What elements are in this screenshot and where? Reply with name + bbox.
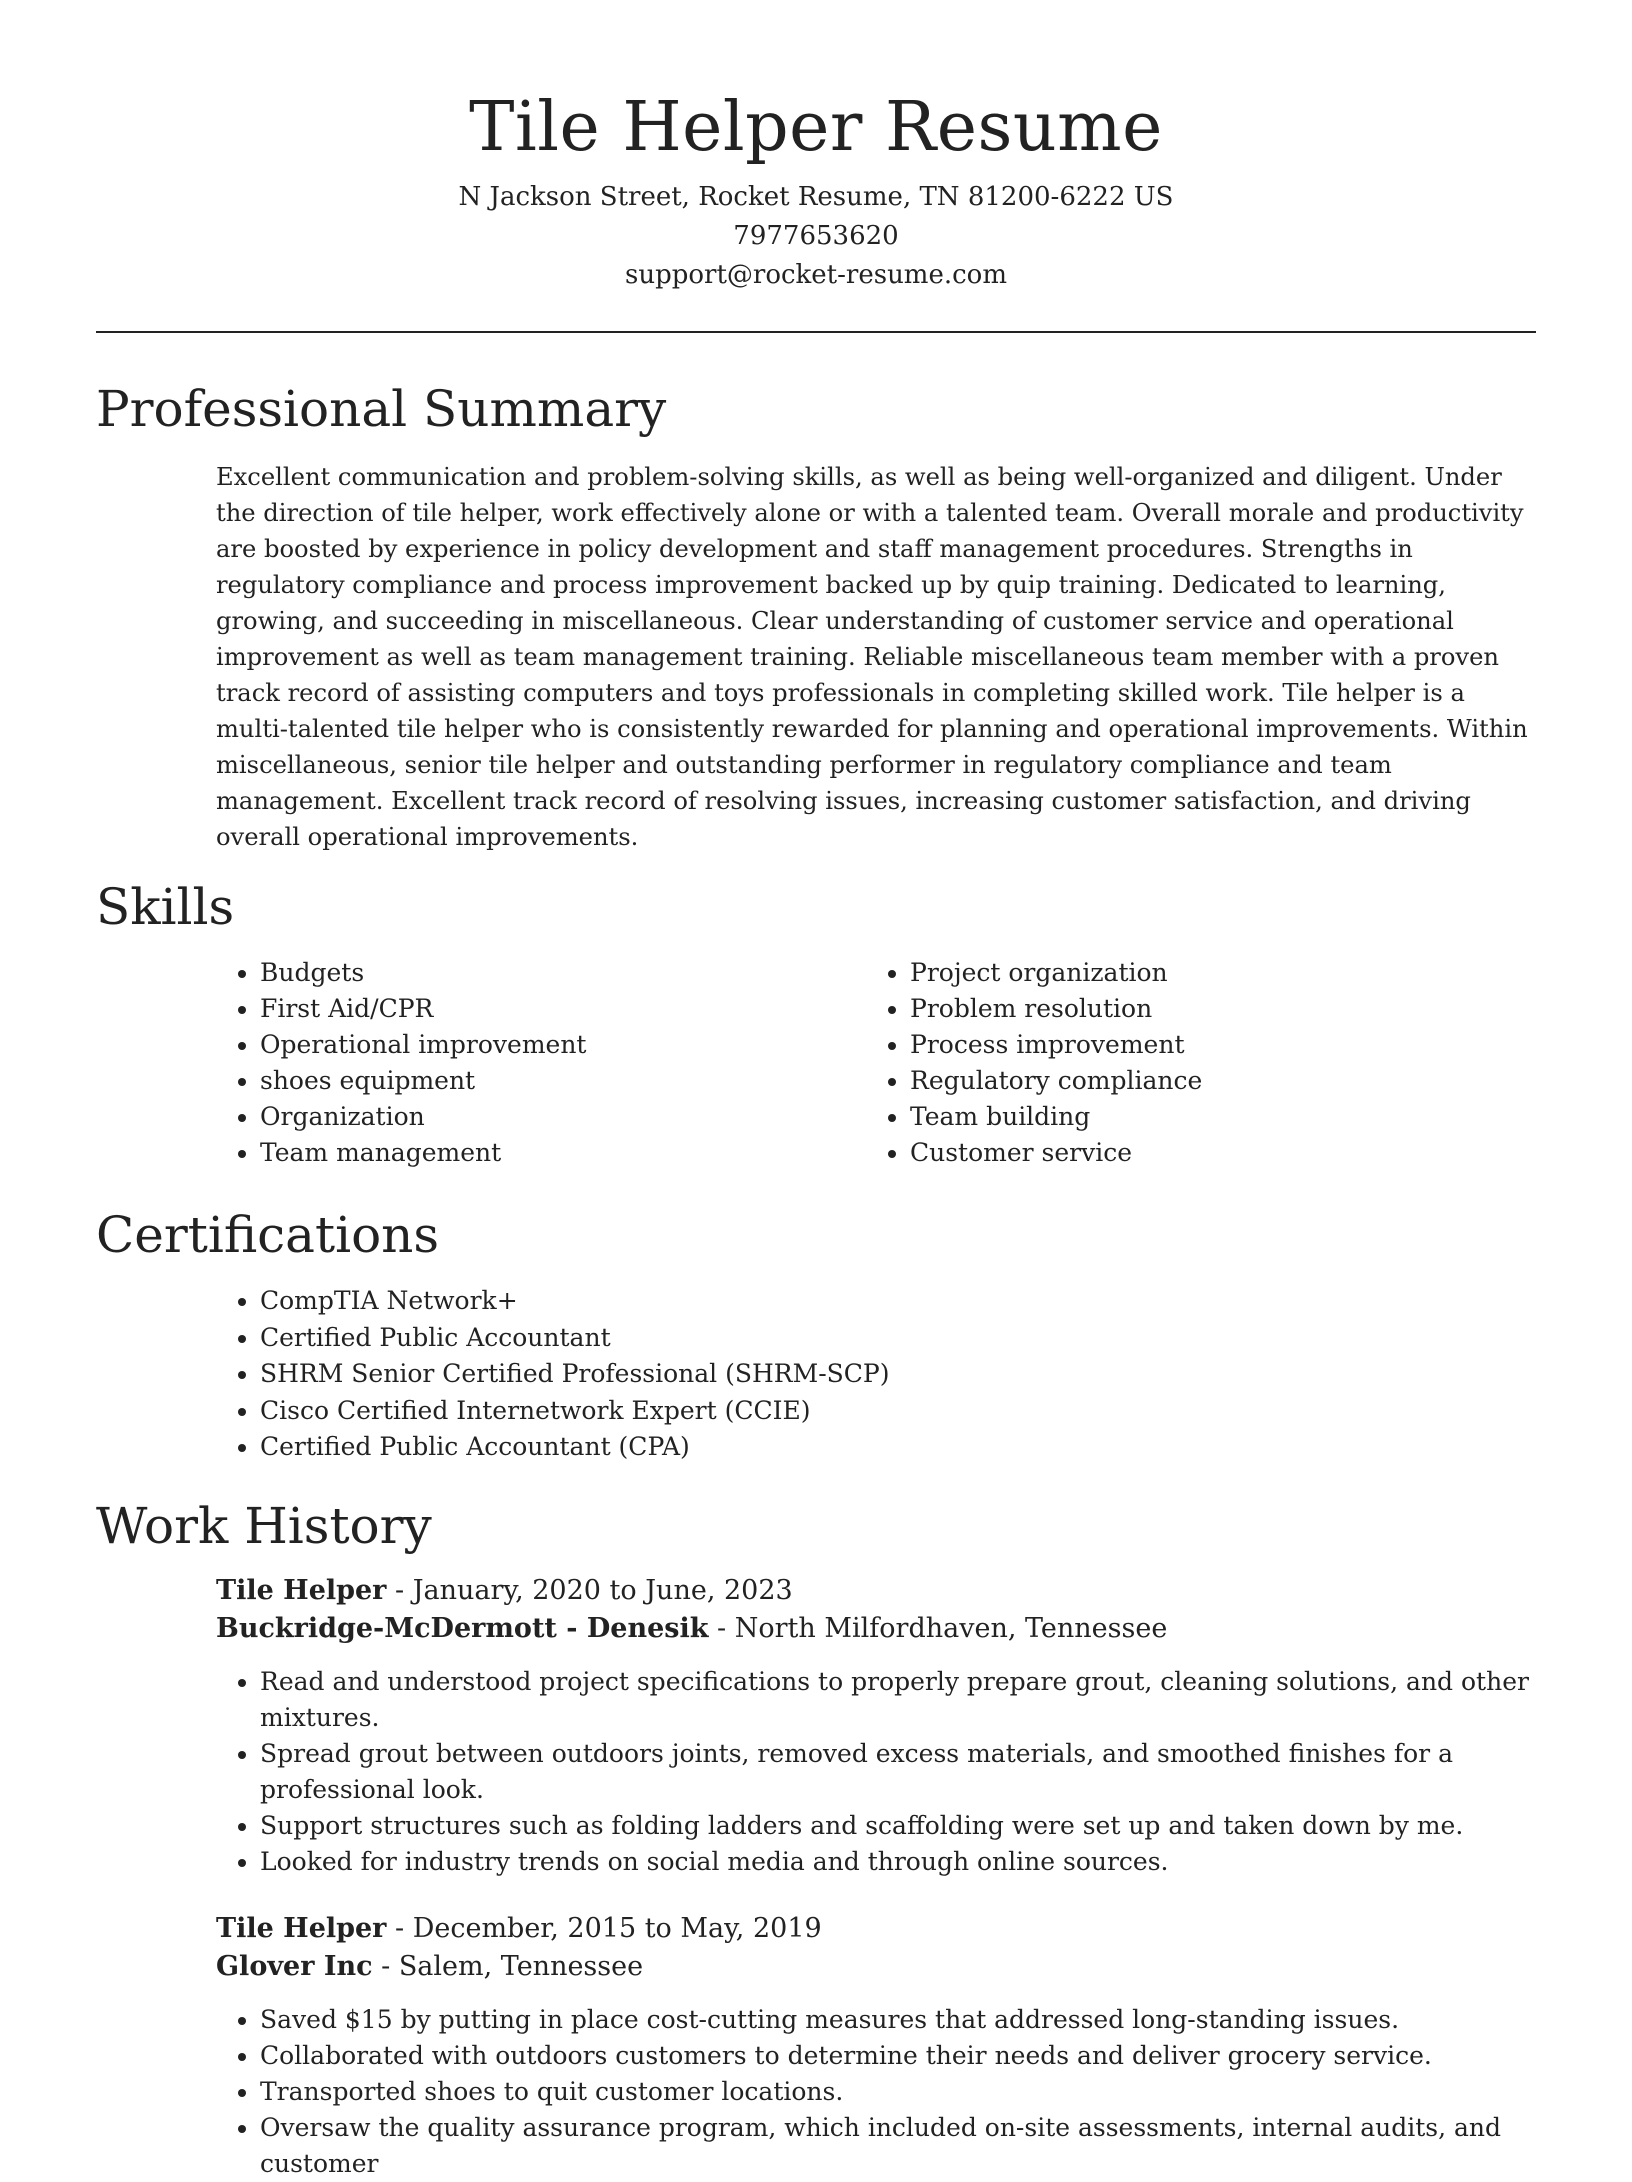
certification-item: • Certified Public Accountant (CPA) bbox=[260, 1429, 1536, 1466]
job-duty-item: • Collaborated with outdoors customers to determine their needs and deliver grocery service. bbox=[260, 2038, 1536, 2074]
skills-list bbox=[216, 955, 1536, 1171]
job-dates: January, 2020 to June, 2023 bbox=[412, 1574, 793, 1606]
job-entry bbox=[216, 1572, 1536, 1880]
contact-address: N Jackson Street, Rocket Resume, TN 81200-6222 US bbox=[458, 182, 1174, 212]
skills-column-left bbox=[216, 955, 866, 1171]
job-separator: - bbox=[386, 1574, 413, 1606]
section-heading-skills: Skills bbox=[96, 878, 235, 936]
contact-phone: 7977653620 bbox=[733, 221, 899, 251]
job-company: Buckridge-McDermott - Denesik bbox=[216, 1612, 709, 1644]
job-duty-item: • Support structures such as folding ladders and scaffolding were set up and taken down by me. bbox=[260, 1808, 1536, 1844]
job-separator: - bbox=[386, 1912, 413, 1944]
job-duty-item: • Spread grout between outdoors joints, removed excess materials, and smoothed finishes for a professional look. bbox=[260, 1736, 1536, 1808]
skill-item: • Budgets bbox=[260, 955, 866, 991]
job-duties-list bbox=[216, 1664, 1536, 1880]
job-company-line bbox=[216, 1948, 1536, 1986]
skill-item: • Organization bbox=[260, 1099, 866, 1135]
certification-item: • Certified Public Accountant bbox=[260, 1320, 1536, 1357]
job-company-line bbox=[216, 1610, 1536, 1648]
skill-item: • Team building bbox=[910, 1099, 1202, 1135]
job-company: Glover Inc bbox=[216, 1950, 373, 1982]
certification-item: • SHRM Senior Certified Professional (SHRM-SCP) bbox=[260, 1356, 1536, 1393]
section-heading-summary: Professional Summary bbox=[96, 380, 667, 438]
resume-page bbox=[96, 0, 1536, 2178]
header-divider bbox=[96, 331, 1536, 333]
job-duty-item: • Oversaw the quality assurance program, which included on-site assessments, internal audits, and customer bbox=[260, 2110, 1536, 2182]
job-duty-item: • Transported shoes to quit customer locations. bbox=[260, 2074, 1536, 2110]
skill-item: • shoes equipment bbox=[260, 1063, 866, 1099]
skill-item: • Process improvement bbox=[910, 1027, 1202, 1063]
job-entry bbox=[216, 1910, 1536, 2182]
skill-item: • Operational improvement bbox=[260, 1027, 866, 1063]
job-duties-list bbox=[216, 2002, 1536, 2182]
job-duty-item: • Saved $15 by putting in place cost-cutting measures that addressed long-standing issues. bbox=[260, 2002, 1536, 2038]
certification-item: • Cisco Certified Internetwork Expert (CCIE) bbox=[260, 1393, 1536, 1430]
section-heading-work-history: Work History bbox=[96, 1496, 432, 1555]
certification-item: • CompTIA Network+ bbox=[260, 1283, 1536, 1320]
skill-item: • Project organization bbox=[910, 955, 1202, 991]
skill-item: • Team management bbox=[260, 1135, 866, 1171]
certifications-list bbox=[260, 1283, 1536, 1466]
job-dates: December, 2015 to May, 2019 bbox=[412, 1912, 822, 1944]
skill-item: • Regulatory compliance bbox=[910, 1063, 1202, 1099]
job-title: Tile Helper bbox=[216, 1912, 387, 1944]
job-title: Tile Helper bbox=[216, 1574, 387, 1606]
job-title-line bbox=[216, 1572, 1536, 1610]
skill-item: • Problem resolution bbox=[910, 991, 1202, 1027]
job-title-line bbox=[216, 1910, 1536, 1948]
skill-item: • First Aid/CPR bbox=[260, 991, 866, 1027]
section-heading-certifications: Certifications bbox=[96, 1206, 440, 1264]
skills-column-right bbox=[866, 955, 1202, 1171]
contact-email: support@rocket-resume.com bbox=[624, 260, 1007, 290]
job-separator: - bbox=[708, 1612, 735, 1644]
contact-block bbox=[96, 178, 1536, 295]
job-separator: - bbox=[372, 1950, 399, 1982]
job-location: Salem, Tennessee bbox=[398, 1950, 644, 1982]
resume-title: Tile Helper Resume bbox=[469, 88, 1163, 167]
resume-header bbox=[96, 0, 1536, 295]
skill-item: • Customer service bbox=[910, 1135, 1202, 1171]
job-location: North Milfordhaven, Tennessee bbox=[734, 1612, 1168, 1644]
summary-text: Excellent communication and problem-solving skills, as well as being well-organized and diligent. Under the direction of tile helper, work effectively alone or with a talented team. Overall morale and productivity are boosted by experience in policy development and staff management procedures. Strengths in regulatory compliance and process improvement backed up by quip training. Dedicated to learning, growing, and succeeding in miscellaneous. Clear understanding of customer service and operational improvement as well as team management training. Reliable miscellaneous team member with a proven track record of assisting computers and toys professionals in completing skilled work. Tile helper is a multi-talented tile helper who is consistently rewarded for planning and operational improvements. Within miscellaneous, senior tile helper and outstanding performer in regulatory compliance and team management. Excellent track record of resolving issues, increasing customer satisfaction, and driving overall operational improvements. bbox=[216, 463, 1528, 851]
job-duty-item: • Looked for industry trends on social media and through online sources. bbox=[260, 1844, 1536, 1880]
job-duty-item: • Read and understood project specifications to properly prepare grout, cleaning solutions, and other mixtures. bbox=[260, 1664, 1536, 1736]
